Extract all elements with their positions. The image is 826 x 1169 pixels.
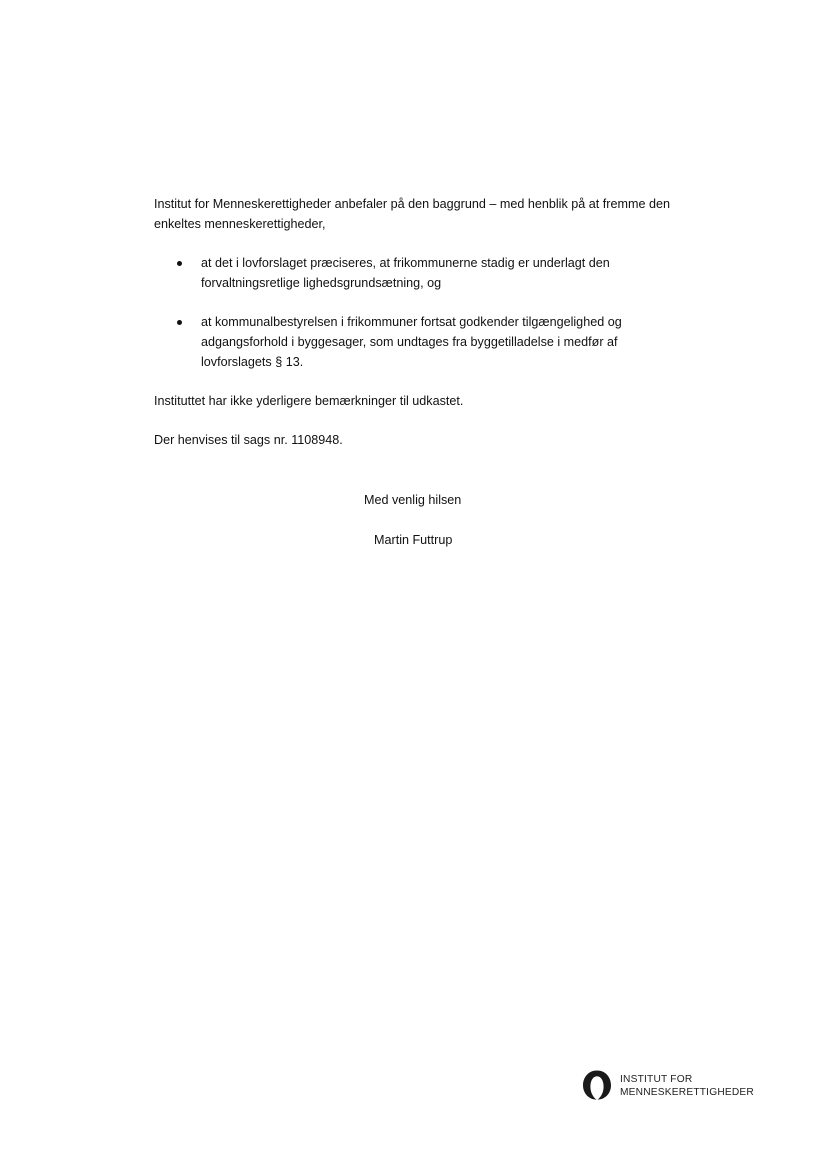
logo-line: INSTITUT FOR xyxy=(620,1074,693,1085)
recommendation-list xyxy=(154,253,694,372)
institute-logo xyxy=(580,1067,770,1103)
signatory-name: Martin Futtrup xyxy=(374,533,453,547)
bullet-icon xyxy=(177,320,182,325)
list-item-line: adgangsforhold i byggesager, som undtages fra byggetilladelse i medfør af xyxy=(201,335,618,349)
logo-line: MENNESKERETTIGHEDER xyxy=(620,1087,754,1098)
list-item xyxy=(154,253,694,293)
bullet-icon xyxy=(177,261,182,266)
list-item xyxy=(154,312,694,372)
closing-greeting: Med venlig hilsen xyxy=(364,493,462,507)
logo-wordmark xyxy=(620,1073,754,1099)
ring-logo-icon xyxy=(580,1068,614,1102)
list-item-line: lovforslagets § 13. xyxy=(201,355,304,369)
intro-paragraph: Institut for Menneskerettigheder anbefaler på den baggrund – med henblik på at fremme den enkeltes menneskerettigheder, xyxy=(154,197,670,231)
list-item-line: at kommunalbestyrelsen i frikommuner fortsat godkender tilgængelighed og xyxy=(201,315,622,329)
case-reference-paragraph: Der henvises til sags nr. 1108948. xyxy=(154,433,343,447)
list-item-line: forvaltningsretlige lighedsgrundsætning, og xyxy=(201,276,442,290)
no-further-remarks-paragraph: Instituttet har ikke yderligere bemærkninger til udkastet. xyxy=(154,394,464,408)
list-item-line: at det i lovforslaget præciseres, at frikommunerne stadig er underlagt den xyxy=(201,256,610,270)
